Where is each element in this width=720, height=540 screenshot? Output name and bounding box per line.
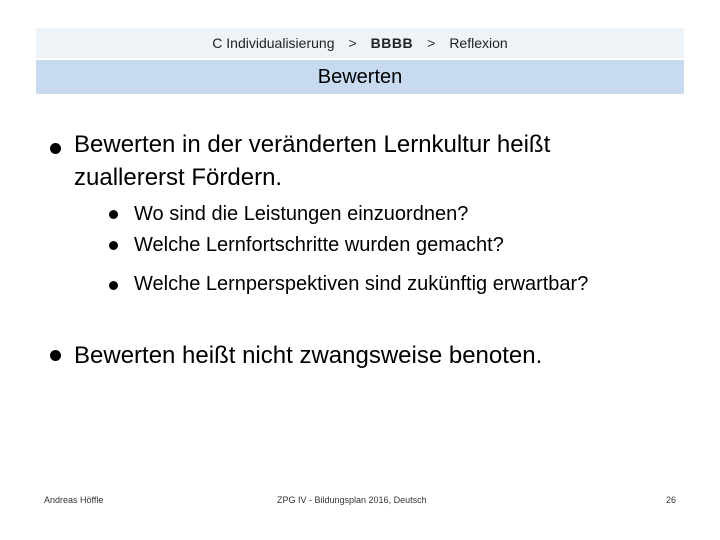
sub-bullet-text-3: Welche Lernperspektiven sind zukünftig erwartbar? [134,273,589,295]
bullet-text-1-line-1: Bewerten in der veränderten Lernkultur heißt [74,131,551,158]
sub-bullet-icon [109,241,118,250]
breadcrumb [36,28,684,58]
bullet-icon [50,143,61,154]
footer-page-number: 26 [666,495,677,505]
bullet-text-2: Bewerten heißt nicht zwangsweise benoten. [74,342,543,369]
sub-bullet-icon [109,281,118,290]
breadcrumb-item-individualisierung: C Individualisierung [212,35,335,51]
bullet-text-1 [74,128,694,194]
footer-author: Andreas Höffle [44,495,104,505]
slide-title: Bewerten [36,60,684,94]
sub-bullet-icon [109,210,118,219]
footer-source: ZPG IV - Bildungsplan 2016, Deutsch [277,495,427,505]
sub-bullet-text-1: Wo sind die Leistungen einzuordnen? [134,203,469,225]
sub-bullet-text-2: Welche Lernfortschritte wurden gemacht? [134,234,504,256]
breadcrumb-item-current: BBBB [370,35,414,51]
breadcrumb-separator: > [348,35,357,51]
breadcrumb-item-reflexion: Reflexion [449,35,508,51]
breadcrumb-separator: > [427,35,436,51]
bullet-icon [50,350,61,361]
bullet-text-1-line-2: zuallererst Fördern. [74,164,283,191]
